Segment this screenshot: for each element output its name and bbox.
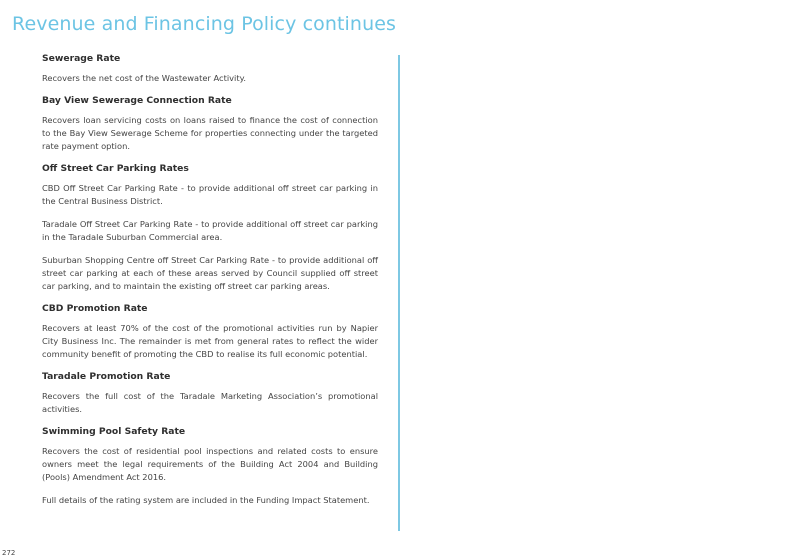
section-paragraph: Recovers the net cost of the Wastewater Activity.	[42, 73, 246, 83]
section-paragraph: CBD Off Street Car Parking Rate - to provide additional off street car parking in the Central Business District.	[42, 183, 378, 206]
section-heading: Sewerage Rate	[42, 53, 121, 64]
page-title: Revenue and Financing Policy continues	[12, 13, 396, 35]
section-swimming-pool	[42, 426, 378, 507]
section-paragraph: Taradale Off Street Car Parking Rate - to provide additional off street car parking in the Taradale Suburban Commercial area.	[42, 219, 378, 242]
section-heading: CBD Promotion Rate	[42, 303, 148, 314]
section-taradale-promotion	[42, 371, 378, 416]
section-heading: Taradale Promotion Rate	[42, 371, 171, 382]
section-paragraph: Full details of the rating system are included in the Funding Impact Statement.	[42, 495, 370, 505]
section-heading: Swimming Pool Safety Rate	[42, 426, 186, 437]
section-heading: Off Street Car Parking Rates	[42, 163, 189, 174]
section-bay-view-sewerage	[42, 95, 378, 153]
section-paragraph: Recovers the full cost of the Taradale Marketing Association’s promotional activities.	[42, 391, 378, 414]
section-paragraph: Recovers at least 70% of the cost of the promotional activities run by Napier City Business Inc. The remainder is met from general rates to reflect the wider community benefit of promoting the CBD to realise its full economic potential.	[42, 323, 378, 359]
content-column	[42, 53, 378, 517]
page-number: 272	[2, 549, 16, 557]
section-cbd-promotion	[42, 303, 378, 361]
section-sewerage-rate	[42, 53, 378, 85]
section-off-street-parking	[42, 163, 378, 293]
section-paragraph: Recovers the cost of residential pool inspections and related costs to ensure owners meet the legal requirements of the Building Act 2004 and Building (Pools) Amendment Act 2016.	[42, 446, 378, 482]
section-paragraph: Suburban Shopping Centre off Street Car Parking Rate - to provide additional off street car parking at each of these areas served by Council supplied off street car parking, and to maintain the existing off street car parking areas.	[42, 255, 378, 291]
column-divider	[398, 55, 400, 531]
section-paragraph: Recovers loan servicing costs on loans raised to finance the cost of connection to the Bay View Sewerage Scheme for properties connecting under the targeted rate payment option.	[42, 115, 378, 151]
section-heading: Bay View Sewerage Connection Rate	[42, 95, 232, 106]
